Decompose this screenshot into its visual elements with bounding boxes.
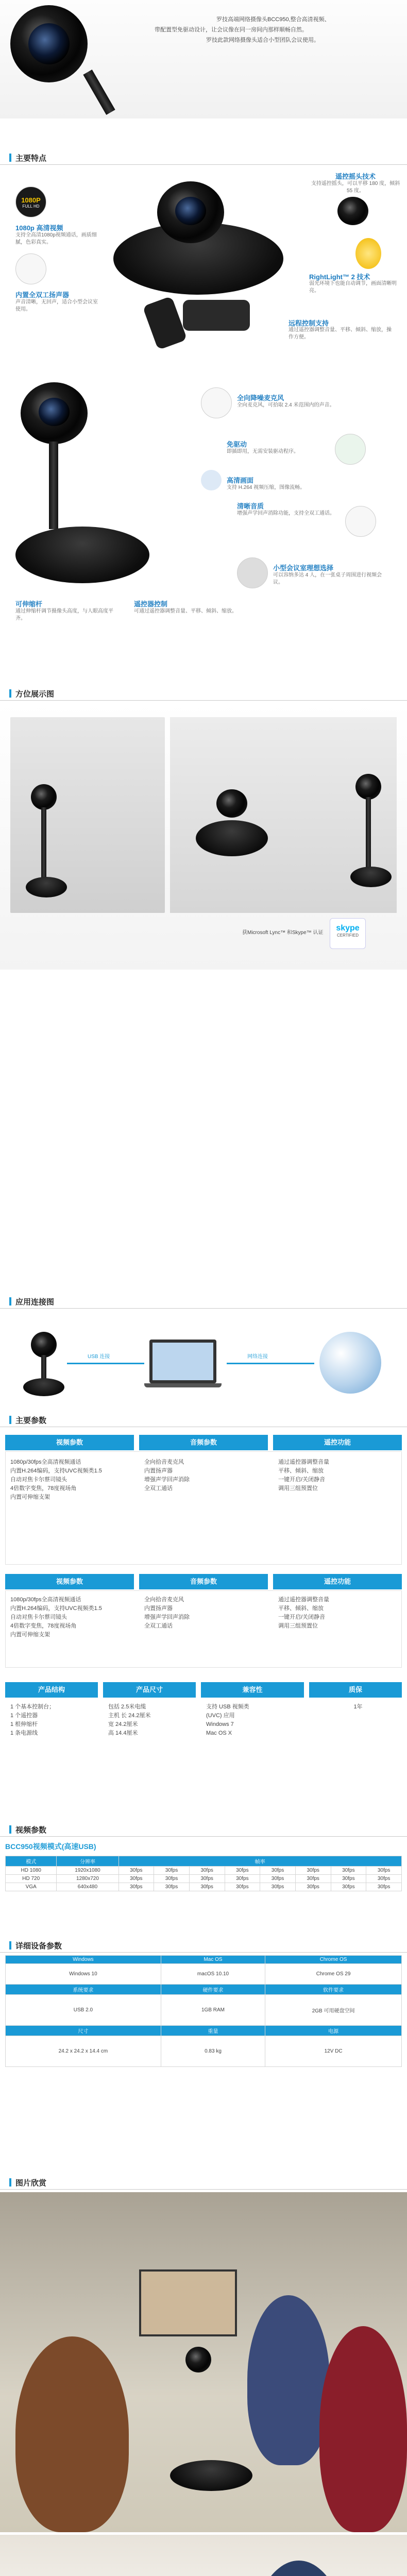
size-cell-1 bbox=[10, 1703, 98, 1738]
feature-left-1-text: 支持全高清1080p视频通话，画质细腻，色彩真实。 bbox=[15, 232, 97, 245]
param-r1-c: 一键开启/关闭静音 bbox=[278, 1477, 326, 1483]
param-v2-e: 内置可伸缩支架 bbox=[10, 1632, 50, 1638]
cell: 30fps bbox=[295, 1875, 331, 1883]
params-col-audio-2: 音频参数 bbox=[139, 1574, 268, 1589]
cell: Mac OS bbox=[161, 1956, 265, 1964]
person-2 bbox=[247, 2295, 330, 2465]
cell: 30fps bbox=[260, 1883, 296, 1891]
placement-cam-1 bbox=[31, 784, 57, 810]
features-section bbox=[0, 166, 407, 681]
feature-right-4-title: 全向降噪麦克风 bbox=[237, 394, 284, 402]
cell: 30fps bbox=[189, 1867, 225, 1875]
cell: 30fps bbox=[260, 1875, 296, 1883]
param-v1-c: 自动对焦卡尔蔡司镜头 bbox=[10, 1477, 67, 1483]
param-v1 bbox=[10, 1458, 129, 1502]
cell: 1280x720 bbox=[57, 1875, 118, 1883]
param-a2-d: 全双工通话 bbox=[144, 1623, 173, 1629]
placement-pole-1 bbox=[41, 807, 46, 879]
size-r1c4: 1年 bbox=[353, 1704, 363, 1710]
skype-sub-text: CERTIFIED bbox=[336, 933, 359, 938]
usage-usb-label: USB 连接 bbox=[88, 1354, 110, 1360]
cell: 24.2 x 24.2 x 14.4 cm bbox=[6, 2036, 161, 2067]
th-res: 分辨率 bbox=[57, 1856, 118, 1867]
cell: 30fps bbox=[331, 1883, 366, 1891]
size-r4c3: Mac OS X bbox=[206, 1730, 232, 1736]
cell: 30fps bbox=[225, 1867, 260, 1875]
section-header-usage: 应用连接图 bbox=[0, 1293, 407, 1309]
size-r3c1: 1 根伸缩杆 bbox=[10, 1721, 38, 1727]
webcam-lens bbox=[28, 23, 70, 64]
param-a2-b: 内置扬声器 bbox=[144, 1605, 173, 1612]
person-1 bbox=[15, 2336, 129, 2532]
param-a1-a: 全向拾音麦克风 bbox=[144, 1459, 184, 1465]
placement-cam-3 bbox=[355, 774, 381, 800]
feature-left-4-title: 遥控器控制 bbox=[134, 600, 168, 608]
cell: 30fps bbox=[118, 1875, 154, 1883]
cell: 硬件要求 bbox=[161, 1985, 265, 1995]
cell: 1920x1080 bbox=[57, 1867, 118, 1875]
table-row bbox=[6, 1867, 402, 1875]
product-pole-2 bbox=[49, 442, 58, 529]
section-header-features: 主要特点 bbox=[0, 149, 407, 165]
placement-section bbox=[0, 702, 407, 970]
badge-hd-1080p bbox=[15, 187, 46, 217]
param-r1 bbox=[278, 1458, 397, 1493]
badge-hd-sub: FULL HD bbox=[22, 204, 40, 209]
product-lens-2 bbox=[39, 398, 70, 426]
size-r1c3: 支持 USB 视频类 bbox=[206, 1704, 249, 1710]
cell: 2GB 可用硬盘空间 bbox=[265, 1995, 402, 2026]
feature-right-1-text: 支持遥控摇头，可以平移 180 度，倾斜 55 度。 bbox=[311, 181, 400, 194]
arrows-icon bbox=[335, 434, 366, 465]
video-mode-table bbox=[5, 1856, 402, 1891]
net-connector-line bbox=[227, 1363, 314, 1364]
param-r2-b: 平移、倾斜、缩放 bbox=[278, 1605, 324, 1612]
table-row bbox=[6, 1995, 402, 2026]
feature-left-3-title: 可伸缩杆 bbox=[15, 600, 43, 608]
param-v2-c: 自动对焦卡尔蔡司镜头 bbox=[10, 1614, 67, 1620]
size-r2c1: 1 个遥控器 bbox=[10, 1713, 38, 1719]
feature-left-2-title: 内置全双工扬声器 bbox=[15, 291, 70, 299]
feature-right-3-text: 通过遥控器调整音量、平移、倾斜、缩放，操作方便。 bbox=[289, 327, 392, 340]
cell: 30fps bbox=[189, 1875, 225, 1883]
size-r1c1: 1 个基本控制台； bbox=[10, 1704, 55, 1710]
placement-base-1 bbox=[26, 877, 67, 897]
th-fps: 帧率 bbox=[118, 1856, 402, 1867]
usb-connector-line bbox=[67, 1363, 144, 1364]
feature-right-8-text: 可以容纳多达 4 人，在一张桌子周围进行视频会议。 bbox=[273, 572, 382, 585]
photo1-cam bbox=[185, 2347, 211, 2372]
video-table-title: BCC950视频模式(高速USB) bbox=[5, 1842, 96, 1851]
param-v1-a: 1080p/30fps全高清视频通话 bbox=[10, 1459, 81, 1465]
screen-icon bbox=[345, 506, 376, 537]
meeting-icon bbox=[237, 557, 268, 588]
table-row bbox=[6, 2036, 402, 2067]
cell: 尺寸 bbox=[6, 2026, 161, 2036]
cell: 30fps bbox=[189, 1883, 225, 1891]
table-row bbox=[6, 1985, 402, 1995]
params-col-video: 视频参数 bbox=[5, 1435, 134, 1450]
size-r2c2: 主机 长 24.2厘米 bbox=[108, 1713, 151, 1719]
product-base-2 bbox=[15, 527, 149, 583]
section-header-params: 主要参数 bbox=[0, 1412, 407, 1427]
feature-right-5-text: 即插即用，无需安装驱动程序。 bbox=[227, 449, 299, 454]
size-r4c2: 高 14.4厘米 bbox=[108, 1730, 138, 1736]
param-a1-d: 全双工通话 bbox=[144, 1485, 173, 1492]
param-v1-d: 4倍数字变焦，78度视场角 bbox=[10, 1485, 77, 1492]
photo-2 bbox=[0, 2535, 407, 2576]
feature-right-2-text: 弱光环境下也能自动调节，画面清晰明亮。 bbox=[309, 281, 397, 294]
cell: USB 2.0 bbox=[6, 1995, 161, 2026]
feature-right-3-title: 远程控制支持 bbox=[289, 319, 329, 327]
param-r2-c: 一键开启/关闭静音 bbox=[278, 1614, 326, 1620]
th-mode: 模式 bbox=[6, 1856, 57, 1867]
params-col-remote: 遥控功能 bbox=[273, 1435, 402, 1450]
feature-left-1-title: 1080p 高清视频 bbox=[15, 224, 63, 232]
placement-base-2 bbox=[196, 820, 268, 856]
param-a2 bbox=[144, 1596, 263, 1631]
param-a2-a: 全向拾音麦克风 bbox=[144, 1597, 184, 1603]
table-row bbox=[6, 1964, 402, 1985]
cert-text: 获Microsoft Lync™ 和Skype™ 认证 bbox=[242, 930, 324, 936]
product-lens-1 bbox=[175, 197, 206, 225]
table-row bbox=[6, 1856, 402, 1867]
mic-icon bbox=[201, 387, 232, 418]
param-r1-a: 通过遥控器调整音量 bbox=[278, 1459, 329, 1465]
param-r2-d: 调用三组预置位 bbox=[278, 1623, 318, 1629]
cell: 30fps bbox=[118, 1883, 154, 1891]
feature-right-2-title: RightLight™ 2 技术 bbox=[309, 273, 370, 281]
cell: 30fps bbox=[295, 1867, 331, 1875]
size-r3c3: Windows 7 bbox=[206, 1721, 234, 1727]
cell: 系统要求 bbox=[6, 1985, 161, 1995]
hero-line-1: 罗技高端网络摄像头BCC950,整合高清视频、 bbox=[216, 16, 330, 23]
param-r1-d: 调用三组预置位 bbox=[278, 1485, 318, 1492]
cell: 30fps bbox=[225, 1875, 260, 1883]
usage-cam bbox=[31, 1332, 57, 1358]
param-r1-b: 平移、倾斜、缩放 bbox=[278, 1468, 324, 1474]
cell: Windows bbox=[6, 1956, 161, 1964]
feature-right-5-title: 免驱动 bbox=[227, 440, 247, 448]
param-r2 bbox=[278, 1596, 397, 1631]
skype-logo-text: skype bbox=[336, 924, 360, 933]
cell: 重量 bbox=[161, 2026, 265, 2036]
placement-base-3 bbox=[350, 867, 392, 887]
cell: 30fps bbox=[366, 1875, 402, 1883]
cell: HD 720 bbox=[6, 1875, 57, 1883]
cell: Chrome OS bbox=[265, 1956, 402, 1964]
feature-right-6-title: 高清画面 bbox=[227, 477, 254, 484]
cell: 30fps bbox=[260, 1867, 296, 1875]
size-col-1: 产品结构 bbox=[5, 1682, 98, 1698]
size-cell-3 bbox=[206, 1703, 304, 1738]
section-header-video: 视频参数 bbox=[0, 1821, 407, 1837]
placement-pole-3 bbox=[366, 797, 371, 869]
cell: 30fps bbox=[295, 1883, 331, 1891]
feature-right-6-text: 支持 H.264 视频压缩，图像流畅。 bbox=[227, 485, 306, 490]
photo1-base bbox=[170, 2460, 252, 2491]
cell: 640x480 bbox=[57, 1883, 118, 1891]
cell: Windows 10 bbox=[6, 1964, 161, 1985]
hero-line-3: 罗技此款网络摄像头适合小型团队会议使用。 bbox=[206, 37, 319, 43]
person-5 bbox=[247, 2561, 350, 2576]
cell: 30fps bbox=[366, 1867, 402, 1875]
table-row bbox=[6, 1883, 402, 1891]
feature-left-3-text: 通过伸缩杆调节摄像头高度，与人眼高度平齐。 bbox=[15, 608, 113, 621]
size-r2c3: (UVC) 应用 bbox=[206, 1713, 235, 1719]
usage-net-label: 网络连接 bbox=[247, 1354, 268, 1360]
cell: 1GB RAM bbox=[161, 1995, 265, 2026]
wall-screen bbox=[139, 2269, 237, 2336]
param-v2-b: 内置H.264编码，支持UVC视频类1.5 bbox=[10, 1605, 102, 1612]
param-a2-c: 增强声学回声消除 bbox=[144, 1614, 190, 1620]
placement-cam-2 bbox=[216, 789, 247, 818]
speaker-icon bbox=[15, 253, 46, 284]
param-a1 bbox=[144, 1458, 263, 1493]
param-v1-b: 内置H.264编码，支持UVC视频类1.5 bbox=[10, 1468, 102, 1474]
table-row bbox=[6, 1956, 402, 1964]
param-v1-e: 内置可伸缩支架 bbox=[10, 1494, 50, 1500]
cell: 30fps bbox=[154, 1875, 190, 1883]
cell: 软件要求 bbox=[265, 1985, 402, 1995]
cell: 电源 bbox=[265, 2026, 402, 2036]
cell: 30fps bbox=[118, 1867, 154, 1875]
param-r2-a: 通过遥控器调整音量 bbox=[278, 1597, 329, 1603]
cell: 30fps bbox=[225, 1883, 260, 1891]
cell: 30fps bbox=[331, 1867, 366, 1875]
usage-pole bbox=[41, 1355, 46, 1381]
cell: 30fps bbox=[154, 1867, 190, 1875]
param-v2-a: 1080p/30fps全高清视频通话 bbox=[10, 1597, 81, 1603]
section-header-photos: 图片欣赏 bbox=[0, 2174, 407, 2190]
usage-section bbox=[0, 1311, 407, 1414]
feature-right-1-title: 遥控摇头技术 bbox=[335, 173, 376, 180]
photo-1 bbox=[0, 2192, 407, 2532]
table-row bbox=[6, 2026, 402, 2036]
param-a1-c: 增强声学回声消除 bbox=[144, 1477, 190, 1483]
params-col-audio: 音频参数 bbox=[139, 1435, 268, 1450]
section-header-placement: 方位展示图 bbox=[0, 685, 407, 701]
hero-section bbox=[0, 0, 407, 118]
cell: 0.83 kg bbox=[161, 2036, 265, 2067]
size-col-3: 兼容性 bbox=[201, 1682, 304, 1698]
table-row bbox=[6, 1875, 402, 1883]
section-header-specs: 详细设备参数 bbox=[0, 1937, 407, 1953]
param-v2-d: 4倍数字变焦，78度视场角 bbox=[10, 1623, 77, 1629]
remote-control-icon-2 bbox=[183, 300, 250, 331]
size-r4c1: 1 条电源线 bbox=[10, 1730, 38, 1736]
laptop-icon bbox=[149, 1340, 216, 1383]
sound-wave-icon bbox=[201, 470, 222, 490]
size-col-2: 产品尺寸 bbox=[103, 1682, 196, 1698]
params-col-video-2: 视频参数 bbox=[5, 1574, 134, 1589]
skype-certified-badge bbox=[330, 918, 366, 949]
feature-right-4-text: 全向麦克风，可拾取 2.4 米范围内的声音。 bbox=[237, 402, 335, 408]
cell: Chrome OS 29 bbox=[265, 1964, 402, 1985]
feature-left-4-text: 可通过遥控器调整音量、平移、倾斜、缩放。 bbox=[134, 608, 237, 614]
feature-left-2-text: 声音清晰，无回声，适合小型会议室使用。 bbox=[15, 299, 98, 312]
size-cell-4 bbox=[314, 1703, 402, 1711]
feature-right-7-title: 清晰音质 bbox=[237, 502, 264, 510]
usage-base bbox=[23, 1378, 64, 1396]
cell: 30fps bbox=[366, 1883, 402, 1891]
size-col-4: 质保 bbox=[309, 1682, 402, 1698]
laptop-base bbox=[144, 1383, 222, 1387]
size-cell-2 bbox=[108, 1703, 196, 1738]
cell: VGA bbox=[6, 1883, 57, 1891]
hero-line-2: 带配置型免驱动设计，让会议像在同一房间内那样顺畅自然。 bbox=[155, 27, 308, 33]
globe-icon bbox=[319, 1332, 381, 1394]
cell: 30fps bbox=[331, 1875, 366, 1883]
small-cam-icon bbox=[337, 197, 368, 225]
params-section bbox=[0, 1430, 407, 1790]
specs-section bbox=[0, 1955, 407, 2130]
cell: HD 1080 bbox=[6, 1867, 57, 1875]
badge-hd-text: 1080P bbox=[21, 196, 41, 204]
remote-control-icon bbox=[142, 296, 187, 350]
lightbulb-icon bbox=[355, 238, 381, 269]
person-3 bbox=[319, 2326, 407, 2532]
cell: 12V DC bbox=[265, 2036, 402, 2067]
params-col-remote-2: 遥控功能 bbox=[273, 1574, 402, 1589]
cell: 30fps bbox=[154, 1883, 190, 1891]
size-r1c2: 包括 2.5米电缆 bbox=[108, 1704, 146, 1710]
feature-right-7-text: 增强声学回声消除功能，支持全双工通话。 bbox=[237, 511, 335, 516]
webcam-pole bbox=[83, 70, 115, 115]
cell: macOS 10.10 bbox=[161, 1964, 265, 1985]
param-v2 bbox=[10, 1596, 129, 1639]
specs-table bbox=[5, 1955, 402, 2067]
size-r3c2: 宽 24.2厘米 bbox=[108, 1721, 138, 1727]
param-a1-b: 内置扬声器 bbox=[144, 1468, 173, 1474]
feature-right-8-title: 小型会议室理想选择 bbox=[273, 564, 334, 572]
video-table-section bbox=[0, 1839, 407, 1927]
